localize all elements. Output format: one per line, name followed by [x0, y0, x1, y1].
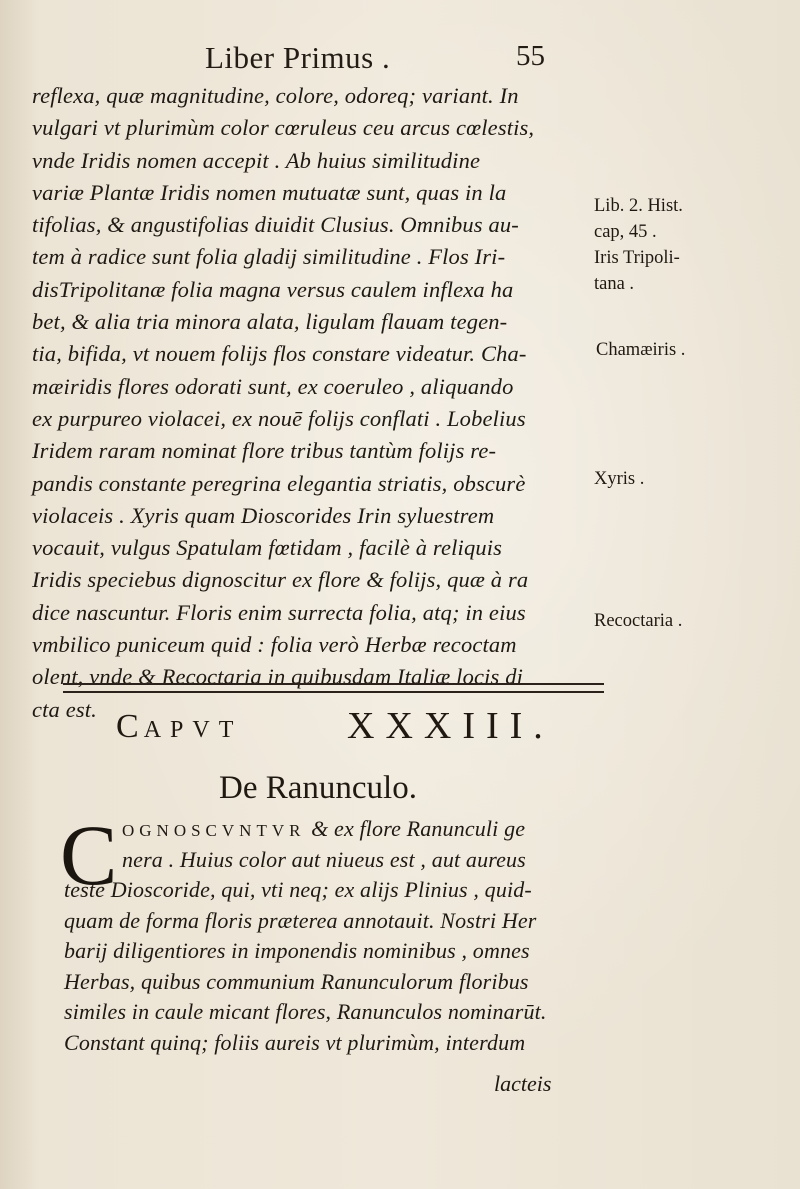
margin-note-cap: cap, 45 .: [594, 222, 657, 242]
text-line: disTripolitanæ folia magna versus caulem inflexa ha: [32, 276, 514, 302]
text-line: violaceis . Xyris quam Dioscorides Irin syluestrem: [32, 502, 495, 528]
lead-smallcaps: OGNOSCVNTVR: [122, 821, 306, 840]
margin-note-xyris: Xyris .: [594, 469, 645, 489]
chapter-heading: [116, 708, 242, 746]
margin-note-recoctaria: Recoctaria .: [594, 611, 683, 631]
text-line: teste Dioscoride, qui, vti neq; ex alijs Plinius , quid-: [64, 877, 532, 902]
text-line: vnde Iridis nomen accepit . Ab huius similitudine: [32, 147, 481, 173]
text-line: bet, & alia tria minora alata, ligulam flauam tegen-: [32, 309, 508, 335]
page-number: 55: [516, 40, 545, 72]
text-line: similes in caule micant flores, Ranunculos nominarūt.: [64, 999, 547, 1024]
text-line: ex purpureo violacei, ex nouē folijs conflati . Lobelius: [32, 405, 526, 431]
text-line: vocauit, vulgus Spatulam fœtidam , facilè à reliquis: [32, 535, 503, 561]
text-line: vmbilico puniceum quid : folia verò Herbæ recoctam: [32, 632, 517, 658]
lead-line-rest: & ex flore Ranunculi ge: [311, 816, 526, 841]
separator-rule-bottom: [63, 691, 604, 693]
text-line: barij diligentiores in imponendis nominibus , omnes: [64, 938, 530, 963]
chapter-text-block: [64, 814, 604, 1058]
text-line: Iridis speciebus dignoscitur ex flore & folijs, quæ à ra: [32, 567, 529, 593]
chapter-title: De Ranunculo.: [219, 770, 417, 806]
text-line: olent, vnde & Recoctaria in quibusdam Italiæ locis di: [32, 664, 524, 690]
text-line: vulgari vt plurimùm color cœruleus ceu arcus cœlestis,: [32, 115, 535, 141]
catchword: lacteis: [494, 1071, 552, 1096]
text-line: cta est.: [32, 696, 97, 722]
text-line: tia, bifida, vt nouem folijs flos constare videatur. Cha-: [32, 341, 527, 367]
margin-note-lib: Lib. 2. Hist.: [594, 196, 683, 216]
text-line: quam de forma floris præterea annotauit. Nostri Her: [64, 907, 537, 933]
chapter-heading-rest: APVT: [143, 717, 243, 743]
drop-cap: C: [60, 807, 118, 903]
text-line: [64, 814, 604, 845]
separator-rule-top: [63, 683, 604, 685]
text-line: dice nascuntur. Floris enim surrecta folia, atq; in eius: [32, 599, 526, 625]
chapter-heading-initial: C: [116, 708, 144, 745]
text-line: Iridem raram nominat flore tribus tantùm folijs re-: [32, 438, 497, 464]
margin-note-chamaeiris: Chamæiris .: [596, 340, 686, 360]
main-text-block: [32, 80, 600, 726]
text-line: nera . Huius color aut niueus est , aut aureus: [122, 846, 526, 872]
running-head: Liber Primus .: [205, 40, 391, 75]
text-line: reflexa, quæ magnitudine, colore, odoreq; variant. In: [32, 83, 519, 108]
text-line: pandis constante peregrina elegantia striatis, obscurè: [32, 470, 526, 496]
text-line: tifolias, & angustifolias diuidit Clusius. Omnibus au-: [32, 212, 519, 238]
margin-note-iris-tripoli: Iris Tripoli-: [594, 248, 680, 268]
text-line: mæiridis flores odorati sunt, ex coeruleo , aliquando: [32, 373, 514, 399]
margin-note-tana: tana .: [594, 274, 635, 294]
text-line: variæ Plantæ Iridis nomen mutuatæ sunt, quas in la: [32, 179, 507, 205]
text-line: tem à radice sunt folia gladij similitudine . Flos Iri-: [32, 244, 506, 270]
chapter-number: XXXIII.: [347, 705, 554, 747]
text-line: Constant quinq; foliis aureis vt plurimùm, interdum: [64, 1029, 526, 1055]
text-line: Herbas, quibus communium Ranunculorum floribus: [64, 968, 529, 994]
